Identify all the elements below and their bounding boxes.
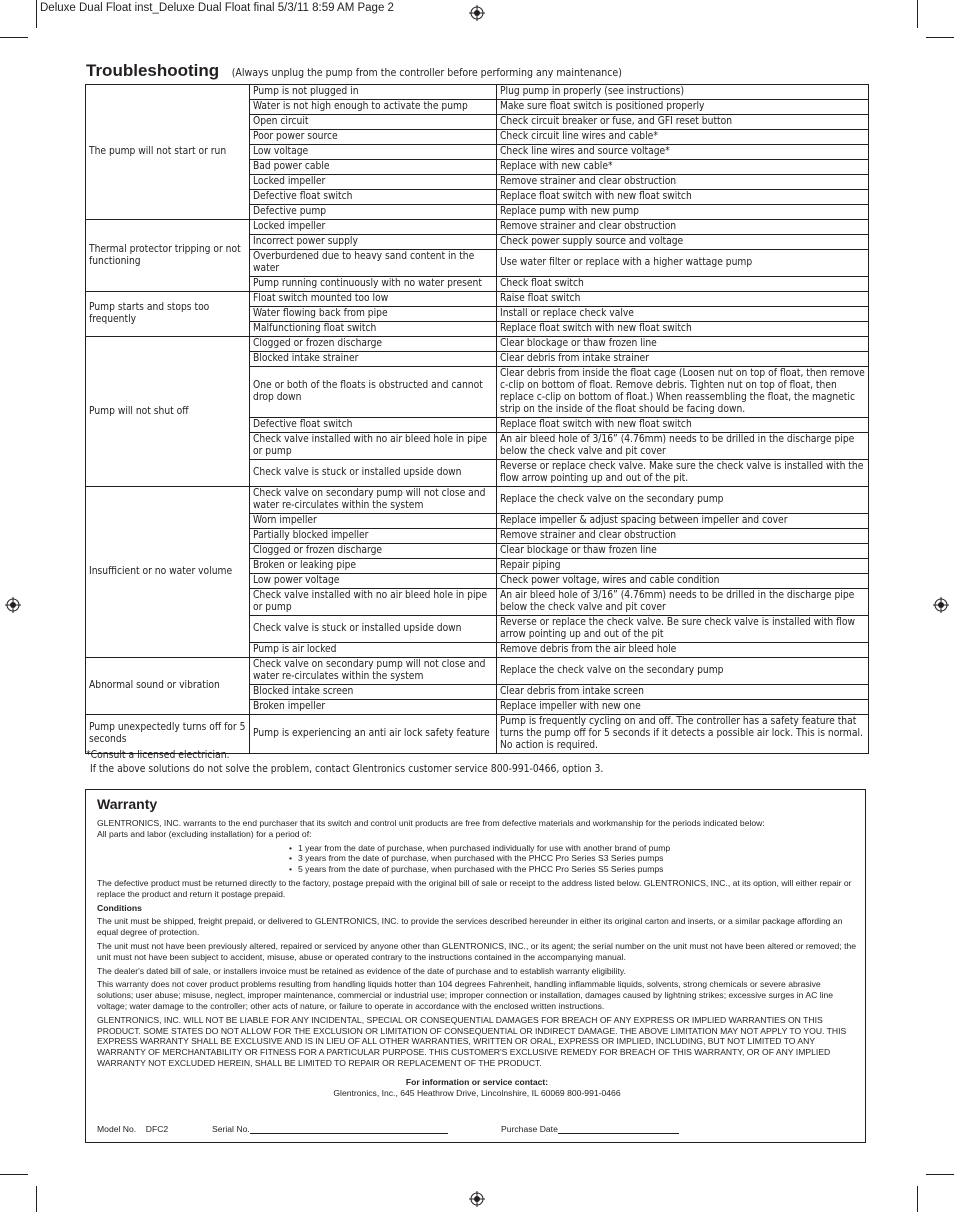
cause-cell: Check valve is stuck or installed upside down bbox=[250, 616, 497, 643]
purchase-date-label: Purchase Date bbox=[501, 1124, 558, 1134]
solution-cell: Replace the check valve on the secondary pump bbox=[497, 487, 869, 514]
cause-cell: Clogged or frozen discharge bbox=[250, 337, 497, 352]
service-contact bbox=[97, 1077, 857, 1099]
cause-cell: Defective float switch bbox=[250, 418, 497, 433]
cause-cell: Low voltage bbox=[250, 145, 497, 160]
crop-mark bbox=[926, 1174, 954, 1175]
solution-cell: Raise float switch bbox=[497, 292, 869, 307]
condition-paragraph: This warranty does not cover product problems resulting from handling liquids hotter than 104 degrees Fahrenheit, handling inflammable liquids, solvents, strong chemicals or severe abrasive solutions; user abuse; misuse, neglect, improper maintenance, commercial or industrial use; improper connection or installation, damages caused by lightning strikes; excessive surges in AC line voltage; water damage to the controller; other acts of nature, or failure to operate in accordance with the enclosed written instructions. bbox=[97, 979, 834, 1011]
model-label: Model No. bbox=[97, 1124, 137, 1134]
registration-mark-icon bbox=[469, 5, 485, 21]
cause-cell: Check valve installed with no air bleed hole in pipe or pump bbox=[250, 589, 497, 616]
solution-cell: Clear debris from inside the float cage (Loosen nut on top of float, then remove c-clip on bottom of float. Remove debris. Tighten nut on top of float, then replace c-clip on bottom of float.) When reassembling the float, the magnetic strip on the inside of the float should be facing down. bbox=[497, 367, 869, 418]
crop-mark bbox=[0, 37, 28, 38]
solution-cell: Remove strainer and clear obstruction bbox=[497, 220, 869, 235]
solution-cell: Replace impeller & adjust spacing between impeller and cover bbox=[497, 514, 869, 529]
contact-address: Glentronics, Inc., 645 Heathrow Drive, Lincolnshire, IL 60069 800-991-0466 bbox=[333, 1087, 621, 1098]
condition-paragraph: The dealer's dated bill of sale, or installers invoice must be retained as evidence of the date of purchase and to establish warranty eligibility. bbox=[97, 965, 626, 976]
purchase-date-field bbox=[501, 1124, 558, 1134]
solution-cell: Remove strainer and clear obstruction bbox=[497, 175, 869, 190]
solution-cell: Clear debris from intake strainer bbox=[497, 352, 869, 367]
cause-cell: Bad power cable bbox=[250, 160, 497, 175]
solution-cell: Check float switch bbox=[497, 277, 869, 292]
model-value: DFC2 bbox=[145, 1124, 169, 1134]
registration-mark-icon bbox=[5, 597, 21, 613]
warranty-period-list bbox=[289, 843, 857, 875]
solution-cell: Clear blockage or thaw frozen line bbox=[497, 337, 869, 352]
solution-cell: An air bleed hole of 3/16” (4.76mm) needs to be drilled in the discharge pipe below the check valve and pit cover bbox=[497, 433, 869, 460]
cause-cell: Locked impeller bbox=[250, 220, 497, 235]
registration-mark-icon bbox=[469, 1191, 485, 1207]
troubleshooting-table bbox=[85, 84, 869, 754]
solution-cell: Pump is frequently cycling on and off. The controller has a safety feature that turns the pump off for 5 seconds if it detects a possible air lock. This is normal. No action is required. bbox=[497, 715, 869, 754]
solution-cell: Replace pump with new pump bbox=[497, 205, 869, 220]
cause-cell: Poor power source bbox=[250, 130, 497, 145]
cause-cell: Blocked intake strainer bbox=[250, 352, 497, 367]
list-item: • 1 year from the date of purchase, when purchased individually for use with another brand of pump bbox=[289, 843, 857, 854]
crop-mark bbox=[917, 1186, 918, 1212]
contact-heading: For information or service contact: bbox=[405, 1076, 549, 1087]
cause-cell: Check valve on secondary pump will not close and water re-circulates within the system bbox=[250, 487, 497, 514]
solution-cell: Replace the check valve on the secondary pump bbox=[497, 658, 869, 685]
solution-cell: Check power voltage, wires and cable condition bbox=[497, 574, 869, 589]
solution-cell: Clear blockage or thaw frozen line bbox=[497, 544, 869, 559]
serial-number-line bbox=[250, 1124, 448, 1134]
crop-mark bbox=[36, 0, 37, 28]
solution-cell: Replace float switch with new float switch bbox=[497, 418, 869, 433]
cause-cell: Water is not high enough to activate the pump bbox=[250, 100, 497, 115]
table-row bbox=[86, 85, 869, 100]
warranty-body bbox=[97, 818, 857, 1098]
solution-cell: Plug pump in properly (see instructions) bbox=[497, 85, 869, 100]
cause-cell: Defective float switch bbox=[250, 190, 497, 205]
solution-cell: Reverse or replace check valve. Make sure the check valve is installed with the flow arrow pointing up and out of the pit. bbox=[497, 460, 869, 487]
condition-paragraph: The unit must be shipped, freight prepaid, or delivered to GLENTRONICS, INC. to provide the services described hereunder in either its original carton and inserts, or a similar package affording an equal degree of protection. bbox=[97, 916, 843, 938]
solution-cell: An air bleed hole of 3/16” (4.76mm) needs to be drilled in the discharge pipe below the check valve and pit cover bbox=[497, 589, 869, 616]
symptom-cell: Pump starts and stops too frequently bbox=[86, 292, 250, 337]
table-row bbox=[86, 487, 869, 514]
solution-cell: Repair piping bbox=[497, 559, 869, 574]
cause-cell: Overburdened due to heavy sand content in the water bbox=[250, 250, 497, 277]
symptom-cell: Pump unexpectedly turns off for 5 seconds bbox=[86, 715, 250, 754]
table-row bbox=[86, 292, 869, 307]
cause-cell: Partially blocked impeller bbox=[250, 529, 497, 544]
model-field bbox=[97, 1124, 168, 1134]
condition-paragraph: The unit must not have been previously altered, repaired or serviced by anyone other than GLENTRONICS, INC., or its agent; the serial number on the unit must not have been altered or removed; the unit must not have been subject to accident, misuse, abuse or operated contrary to the instructions contained in the accompanying manual. bbox=[97, 940, 857, 962]
warranty-title: Warranty bbox=[97, 796, 158, 812]
solution-cell: Check line wires and source voltage* bbox=[497, 145, 869, 160]
purchase-date-line bbox=[558, 1124, 679, 1134]
solution-cell: Check power supply source and voltage bbox=[497, 235, 869, 250]
footnote: *Consult a licensed electrician. bbox=[86, 749, 230, 761]
cause-cell: Broken or leaking pipe bbox=[250, 559, 497, 574]
cause-cell: Incorrect power supply bbox=[250, 235, 497, 250]
cause-cell: Blocked intake screen bbox=[250, 685, 497, 700]
solution-cell: Install or replace check valve bbox=[497, 307, 869, 322]
troubleshooting-title: Troubleshooting bbox=[86, 61, 220, 80]
cause-cell: Clogged or frozen discharge bbox=[250, 544, 497, 559]
cause-cell: Low power voltage bbox=[250, 574, 497, 589]
crop-mark bbox=[0, 1174, 28, 1175]
symptom-cell: Pump will not shut off bbox=[86, 337, 250, 487]
cause-cell: Pump is air locked bbox=[250, 643, 497, 658]
cause-cell: Broken impeller bbox=[250, 700, 497, 715]
troubleshooting-notes bbox=[86, 748, 603, 776]
crop-mark bbox=[36, 1186, 37, 1212]
solution-cell: Replace with new cable* bbox=[497, 160, 869, 175]
list-item: • 3 years from the date of purchase, when purchased with the PHCC Pro Series S3 Series pumps bbox=[289, 853, 857, 864]
condition-paragraph: GLENTRONICS, INC. WILL NOT BE LIABLE FOR ANY INCIDENTAL, SPECIAL OR CONSEQUENTIAL DAMAGES FOR BREACH OF ANY EXPRESS OR IMPLIED WARRANTIES ON THIS PRODUCT. SOME STATES DO NOT ALLOW FOR THE EXCLUSION OR LIMITATION OF CONSEQUENTIAL OR INDIRECT DAMAGE. THE ABOVE LIMITATION MAY NOT APPLY TO YOU. THIS EXPRESS WARRANTY SHALL BE EXCLUSIVE AND IS IN LIEU OF ALL OTHER WARRANTIES, WRITTEN OR ORAL, EXPRESS OR IMPLIED, INCLUDING, BUT NOT LIMITED TO ANY WARRANTY OF MERCHANTABILITY OR FITNESS FOR A PARTICULAR PURPOSE. THIS CUSTOMER'S EXCLUSIVE REMEDY FOR BREACH OF THIS WARRANTY, OR OF ANY IMPLIED WARRANTY NOT EXCLUDED HEREIN, SHALL BE LIMITED TO REPAIR OR REPLACEMENT OF THE PRODUCT. bbox=[97, 1014, 847, 1068]
list-item: • 5 years from the date of purchase, when purchased with the PHCC Pro Series S5 Series pumps bbox=[289, 864, 857, 875]
warranty-intro-2: All parts and labor (excluding installation) for a period of: bbox=[97, 828, 312, 839]
cause-cell: Check valve is stuck or installed upside down bbox=[250, 460, 497, 487]
solution-cell: Check circuit breaker or fuse, and GFI reset button bbox=[497, 115, 869, 130]
cause-cell: Check valve installed with no air bleed hole in pipe or pump bbox=[250, 433, 497, 460]
cause-cell: Locked impeller bbox=[250, 175, 497, 190]
cause-cell: Check valve on secondary pump will not close and water re-circulates within the system bbox=[250, 658, 497, 685]
crop-mark bbox=[926, 37, 954, 38]
solution-cell: Use water filter or replace with a higher wattage pump bbox=[497, 250, 869, 277]
customer-service-note: If the above solutions do not solve the problem, contact Glentronics customer service 800-991-0466, option 3. bbox=[90, 763, 604, 775]
symptom-cell: Thermal protector tripping or not functioning bbox=[86, 220, 250, 292]
solution-cell: Check circuit line wires and cable* bbox=[497, 130, 869, 145]
cause-cell: Open circuit bbox=[250, 115, 497, 130]
solution-cell: Clear debris from intake screen bbox=[497, 685, 869, 700]
solution-cell: Reverse or replace the check valve. Be sure check valve is installed with flow arrow pointing up and out of the pit bbox=[497, 616, 869, 643]
table-row bbox=[86, 658, 869, 685]
solution-cell: Replace float switch with new float switch bbox=[497, 322, 869, 337]
serial-field bbox=[212, 1124, 250, 1134]
table-row bbox=[86, 337, 869, 352]
troubleshooting-subtitle: (Always unplug the pump from the controller before performing any maintenance) bbox=[231, 67, 622, 79]
solution-cell: Replace float switch with new float switch bbox=[497, 190, 869, 205]
symptom-cell: The pump will not start or run bbox=[86, 85, 250, 220]
troubleshooting-heading bbox=[86, 61, 622, 81]
cause-cell: Water flowing back from pipe bbox=[250, 307, 497, 322]
symptom-cell: Insufficient or no water volume bbox=[86, 487, 250, 658]
warranty-intro: GLENTRONICS, INC. warrants to the end purchaser that its switch and control unit products are free from defective materials and workmanship for the periods indicated below: bbox=[97, 818, 765, 828]
warranty-box bbox=[85, 789, 866, 1143]
cause-cell: Worn impeller bbox=[250, 514, 497, 529]
cause-cell: Pump running continuously with no water present bbox=[250, 277, 497, 292]
cause-cell: One or both of the floats is obstructed and cannot drop down bbox=[250, 367, 497, 418]
solution-cell: Remove strainer and clear obstruction bbox=[497, 529, 869, 544]
cause-cell: Pump is not plugged in bbox=[250, 85, 497, 100]
solution-cell: Remove debris from the air bleed hole bbox=[497, 643, 869, 658]
table-row bbox=[86, 220, 869, 235]
warranty-defective-text: The defective product must be returned directly to the factory, postage prepaid with the original bill of sale or receipt to the address listed below. GLENTRONICS, INC., at its option, will either repair or replace the product and return it postage prepaid. bbox=[97, 877, 852, 899]
registration-mark-icon bbox=[933, 597, 949, 613]
cause-cell: Pump is experiencing an anti air lock safety feature bbox=[250, 715, 497, 754]
conditions-heading: Conditions bbox=[97, 902, 142, 913]
print-header: Deluxe Dual Float inst_Deluxe Dual Float final 5/3/11 8:59 AM Page 2 bbox=[40, 2, 394, 14]
cause-cell: Float switch mounted too low bbox=[250, 292, 497, 307]
solution-cell: Make sure float switch is positioned properly bbox=[497, 100, 869, 115]
solution-cell: Replace impeller with new one bbox=[497, 700, 869, 715]
cause-cell: Malfunctioning float switch bbox=[250, 322, 497, 337]
symptom-cell: Abnormal sound or vibration bbox=[86, 658, 250, 715]
cause-cell: Defective pump bbox=[250, 205, 497, 220]
crop-mark bbox=[917, 0, 918, 28]
serial-label: Serial No. bbox=[212, 1124, 250, 1134]
